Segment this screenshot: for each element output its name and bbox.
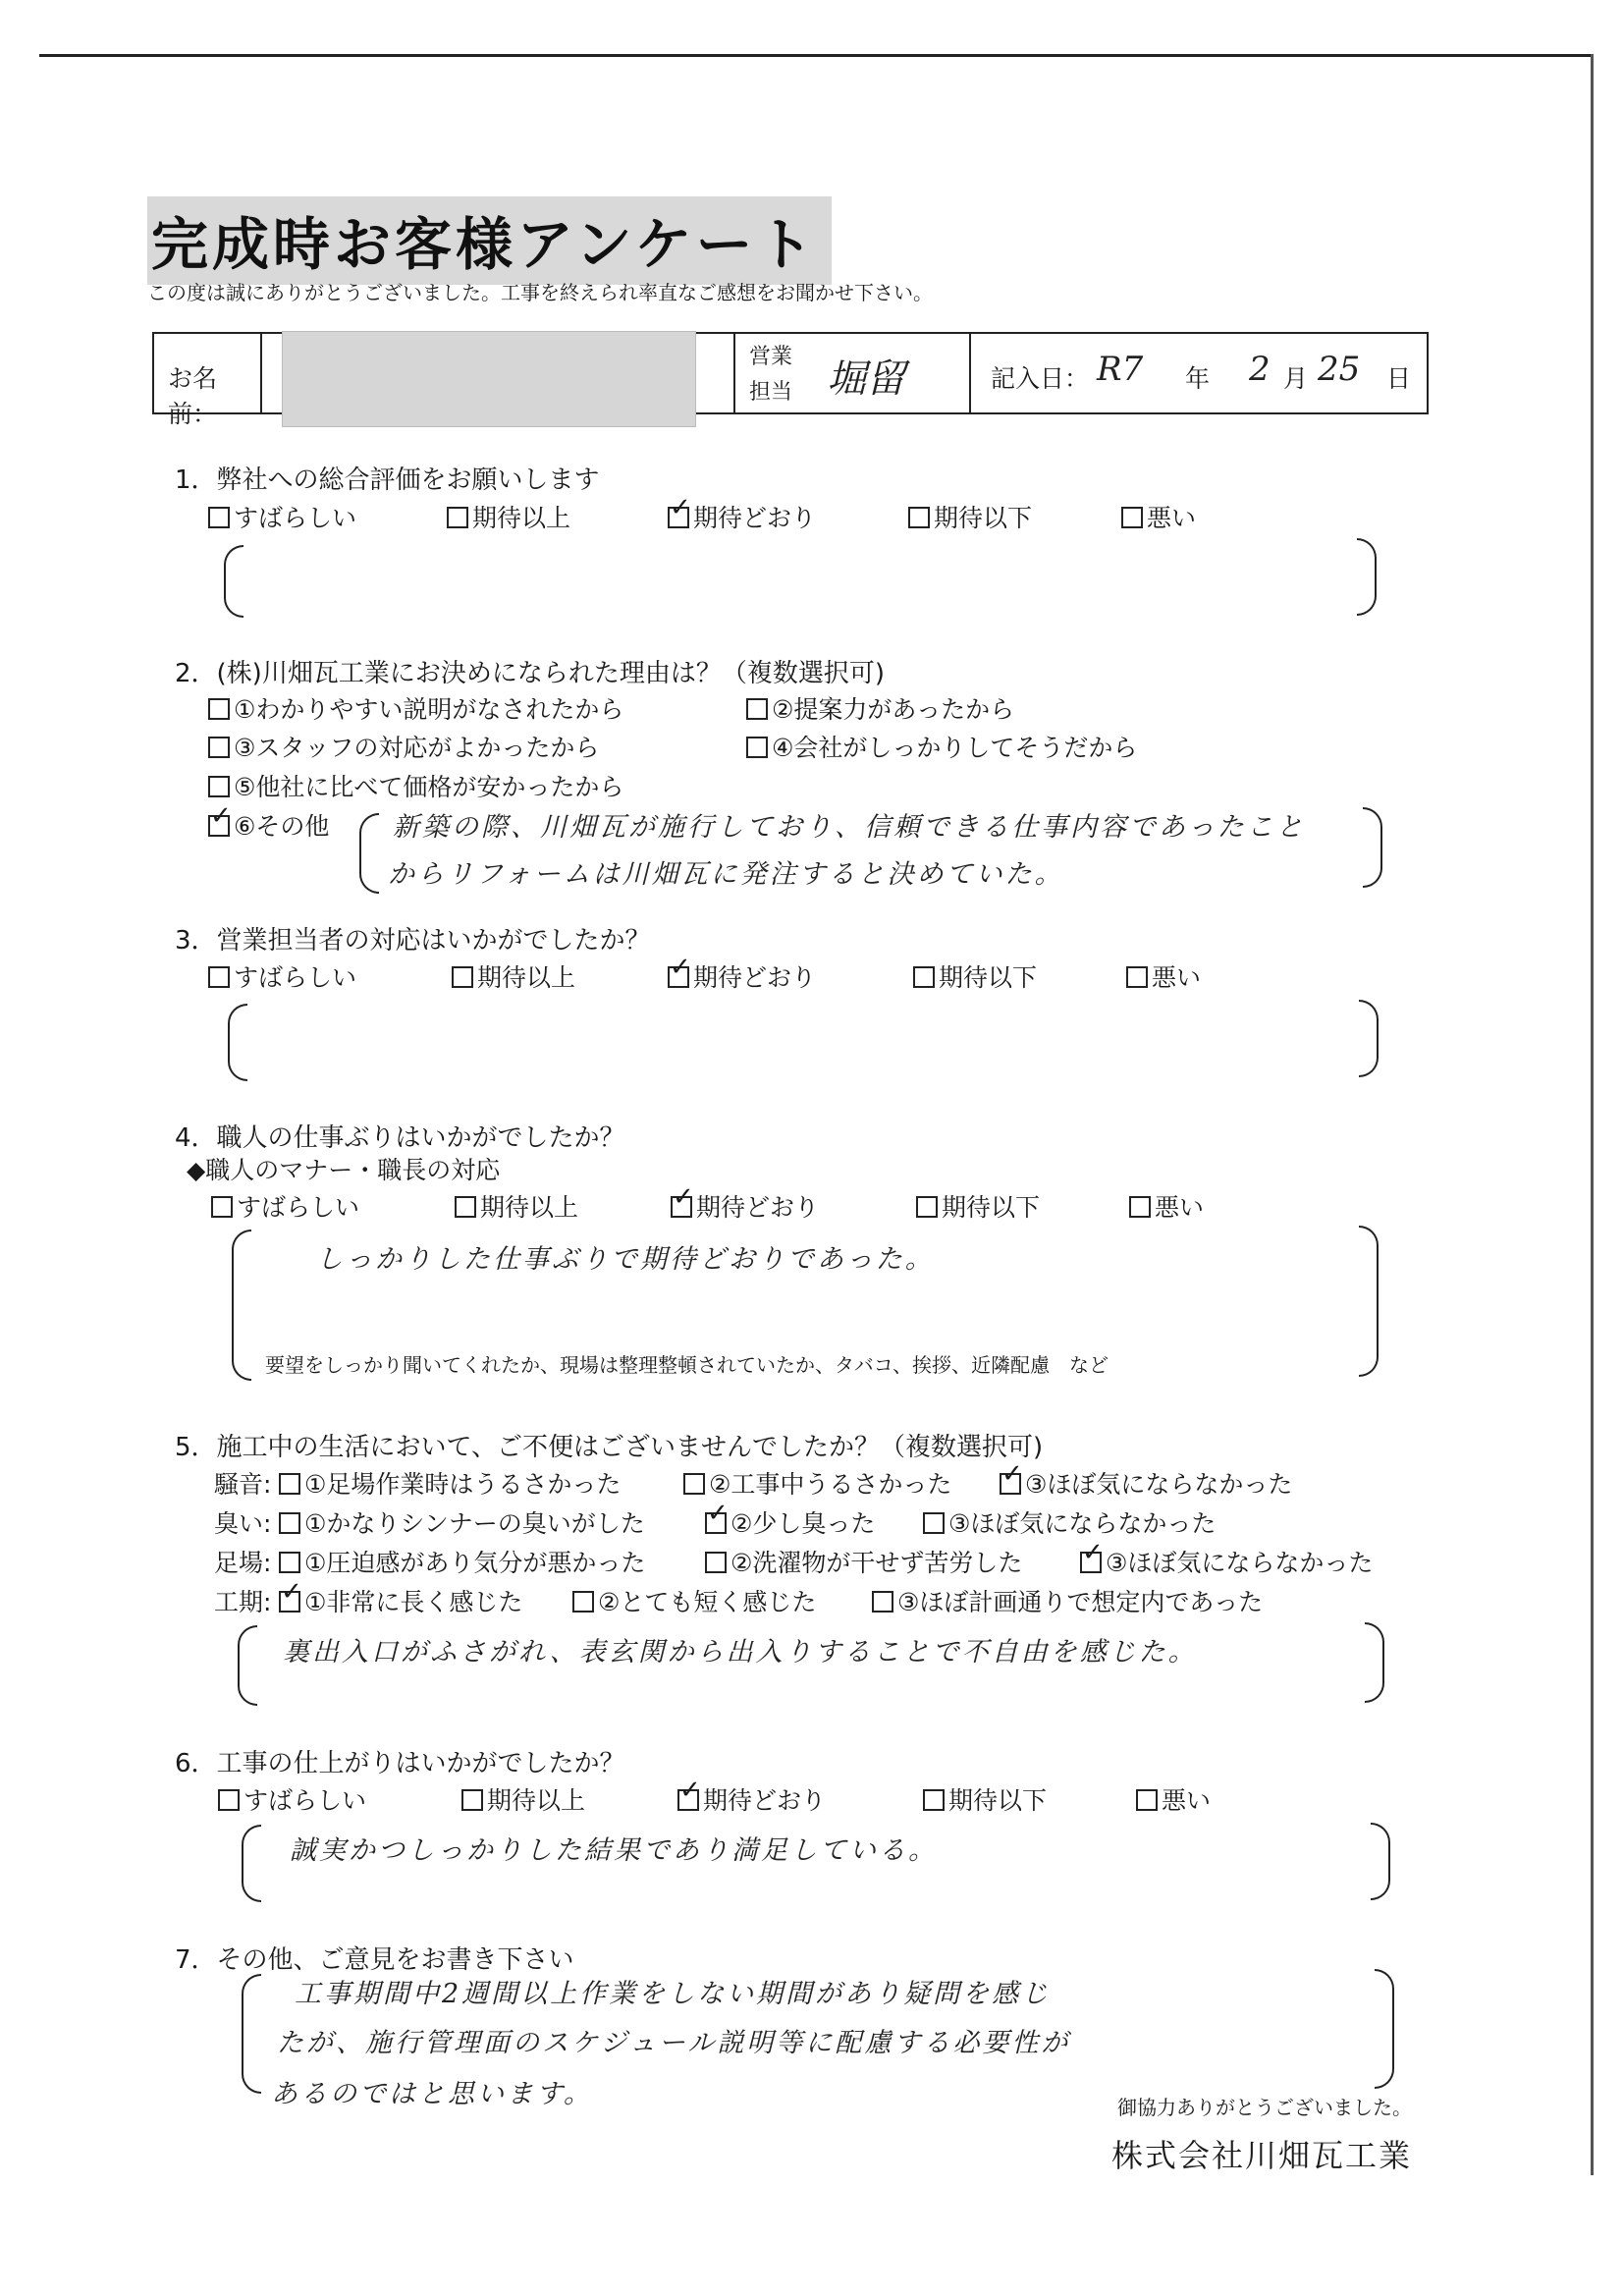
q2-title: 2．(株)川畑瓦工業にお決めになられた理由は？（複数選択可) [175, 659, 885, 688]
q2-option-2[interactable]: ②提案力があったから [746, 690, 1014, 726]
q4-option-2[interactable]: 期待以上 [455, 1188, 578, 1224]
sales-value: 堀留 [827, 356, 905, 402]
q6-checkbox-2[interactable] [461, 1789, 483, 1811]
q6-checkbox-3[interactable] [677, 1789, 699, 1811]
date-label: 記入日： [991, 364, 1090, 393]
q4-checkbox-4[interactable] [916, 1196, 938, 1218]
q1-option-5[interactable]: 悪い [1121, 499, 1196, 534]
q7-comment-line3: あるのではと思います。 [271, 2079, 593, 2109]
name-label-cell [154, 334, 262, 428]
q4-note: 要望をしっかり聞いてくれたか、現場は整理整頓されていたか、タバコ、挨拶、近隣配慮 など [265, 1353, 1109, 1377]
q6-option-5[interactable]: 悪い [1136, 1781, 1211, 1817]
q6-option-3[interactable]: ✓ 期待どおり [677, 1781, 826, 1817]
company-name: 株式会社川畑瓦工業 [1111, 2137, 1413, 2174]
q5-comment: 裏出入口がふさがれ、表玄関から出入りすることで不自由を感じた。 [283, 1637, 1198, 1667]
q2-option-1[interactable]: ①わかりやすい説明がなされたから [208, 690, 623, 726]
q6-checkbox-1[interactable] [218, 1789, 240, 1811]
q6-bracket-right [1371, 1823, 1390, 1900]
intro-text: この度は誠にありがとうございました。工事を終えられ率直なご感想をお聞かせ下さい。 [147, 281, 933, 304]
q7-bracket-left [242, 1974, 261, 2094]
q5-scaffold-checkbox-3[interactable] [1080, 1552, 1102, 1573]
q1-checkbox-2[interactable] [447, 507, 468, 528]
q2-checkbox-3[interactable] [208, 737, 230, 758]
q6-bracket-left [242, 1825, 261, 1902]
q5-noise-label: 騒音: [214, 1470, 272, 1499]
q2-comment-line2: からリフォームは川畑瓦に発注すると決めていた。 [388, 859, 1064, 890]
q6-checkbox-4[interactable] [923, 1789, 945, 1811]
q2-option-4[interactable]: ④会社がしっかりしてそうだから [746, 729, 1137, 764]
q5-noise-option-3[interactable]: ✓ ③ほぼ気にならなかった [1000, 1465, 1292, 1501]
q2-option-5[interactable]: ⑤他社に比べて価格が安かったから [208, 768, 623, 803]
q2-checkbox-6[interactable] [208, 815, 230, 837]
q3-checkbox-4[interactable] [913, 966, 935, 988]
q2-option-6[interactable]: ✓⑥その他 [208, 807, 329, 843]
q7-comment-line1: 工事期間中2週間以上作業をしない期間があり疑問を感じ [295, 1979, 1052, 2009]
q2-checkbox-4[interactable] [746, 737, 768, 758]
q6-checkbox-5[interactable] [1136, 1789, 1158, 1811]
q4-option-3[interactable]: ✓ 期待どおり [671, 1188, 819, 1224]
q5-smell-label: 臭い: [214, 1509, 272, 1538]
q3-option-4[interactable]: 期待以下 [913, 958, 1037, 994]
q5-scaffold-checkbox-1[interactable] [279, 1552, 300, 1573]
thanks-text: 御協力ありがとうございました。 [1117, 2096, 1412, 2119]
q5-smell-option-2[interactable]: ✓ ②少し臭った [705, 1504, 875, 1540]
sales-label-1: 営業 [749, 345, 793, 369]
q5-smell-option-1[interactable]: ①かなりシンナーの臭いがした [279, 1504, 645, 1540]
q5-noise-option-2[interactable]: ②工事中うるさかった [683, 1465, 951, 1501]
q6-comment: 誠実かつしっかりした結果であり満足している。 [290, 1835, 938, 1866]
q2-checkbox-1[interactable] [208, 698, 230, 720]
q5-period-option-2[interactable]: ②とても短く感じた [572, 1583, 816, 1618]
q1-checkbox-1[interactable] [208, 507, 230, 528]
q5-smell-checkbox-1[interactable] [279, 1512, 300, 1534]
date-year-label: 年 [1185, 364, 1211, 393]
q6-option-1[interactable]: すばらしい [218, 1781, 366, 1817]
q5-period-option-3[interactable]: ③ほぼ計画通りで想定内であった [872, 1583, 1263, 1618]
divider [733, 334, 735, 412]
q4-checkbox-1[interactable] [211, 1196, 233, 1218]
q7-title: 7．その他、ご意見をお書き下さい [175, 1945, 574, 1975]
q4-checkbox-3[interactable] [671, 1196, 692, 1218]
date-day: 25 [1318, 350, 1361, 389]
q4-checkbox-5[interactable] [1129, 1196, 1151, 1218]
date-day-label: 日 [1386, 364, 1412, 393]
q2-bracket-left [359, 813, 379, 894]
q5-scaffold-checkbox-2[interactable] [705, 1552, 727, 1573]
q1-title: 1．弊社への総合評価をお願いします [175, 465, 600, 495]
q5-smell-checkbox-2[interactable] [705, 1512, 727, 1534]
q4-bracket-right [1359, 1226, 1379, 1377]
sales-label-2: 担当 [749, 380, 793, 405]
q1-bracket-right [1357, 538, 1377, 616]
q3-bracket-right [1359, 1000, 1379, 1077]
q5-scaffold-option-2[interactable]: ②洗濯物が干せず苦労した [705, 1544, 1022, 1579]
q1-option-1[interactable]: すばらしい [208, 499, 356, 534]
q7-bracket-right [1375, 1969, 1394, 2089]
q3-checkbox-2[interactable] [452, 966, 473, 988]
q5-scaffold-option-3[interactable]: ✓ ③ほぼ気にならなかった [1080, 1544, 1373, 1579]
q5-noise-checkbox-3[interactable] [1000, 1473, 1021, 1495]
q5-period-checkbox-3[interactable] [872, 1591, 893, 1613]
date-year: R7 [1097, 350, 1144, 389]
q5-noise-checkbox-1[interactable] [279, 1473, 300, 1495]
q4-title: 4．職人の仕事ぶりはいかがでしたか？ [175, 1123, 625, 1153]
q5-bracket-right [1365, 1622, 1384, 1703]
date-month: 2 [1249, 350, 1271, 389]
q2-option-3[interactable]: ③スタッフの対応がよかったから [208, 729, 599, 764]
q6-option-2[interactable]: 期待以上 [461, 1781, 585, 1817]
q5-scaffold-option-1[interactable]: ①圧迫感があり気分が悪かった [279, 1544, 645, 1579]
name-label: お名前： [168, 364, 218, 428]
q2-comment-line1: 新築の際、川畑瓦が施行しており、信頼できる仕事内容であったこと [393, 812, 1306, 843]
page-edge [1591, 54, 1594, 2175]
q4-checkbox-2[interactable] [455, 1196, 476, 1218]
q3-option-1[interactable]: すばらしい [208, 958, 356, 994]
q2-checkbox-2[interactable] [746, 698, 768, 720]
q1-checkbox-5[interactable] [1121, 507, 1143, 528]
q5-period-checkbox-2[interactable] [572, 1591, 594, 1613]
q3-checkbox-1[interactable] [208, 966, 230, 988]
q3-checkbox-3[interactable] [668, 966, 689, 988]
q4-option-4[interactable]: 期待以下 [916, 1188, 1040, 1224]
q3-option-5[interactable]: 悪い [1126, 958, 1201, 994]
q5-period-option-1[interactable]: ✓ ①非常に長く感じた [279, 1583, 522, 1618]
q5-scaffold-label: 足場: [214, 1549, 272, 1577]
header-table [152, 332, 1429, 428]
q5-smell-option-3[interactable]: ③ほぼ気にならなかった [923, 1504, 1216, 1540]
q5-period-checkbox-1[interactable] [279, 1591, 300, 1613]
q2-bracket-right [1363, 807, 1382, 888]
q3-option-2[interactable]: 期待以上 [452, 958, 575, 994]
date-month-label: 月 [1283, 364, 1309, 393]
q5-bracket-left [238, 1625, 257, 1706]
q6-option-4[interactable]: 期待以下 [923, 1781, 1047, 1817]
q2-checkbox-5[interactable] [208, 776, 230, 797]
q5-title: 5．施工中の生活において、ご不便はございませんでしたか？（複数選択可) [175, 1433, 1044, 1462]
q1-option-4[interactable]: 期待以下 [908, 499, 1032, 534]
q5-period-label: 工期: [214, 1588, 272, 1616]
q4-bracket-left [232, 1230, 251, 1381]
q5-noise-checkbox-2[interactable] [683, 1473, 705, 1495]
q3-bracket-left [228, 1004, 247, 1081]
q3-checkbox-5[interactable] [1126, 966, 1148, 988]
divider [969, 334, 971, 412]
page-title: 完成時お客様アンケート [147, 196, 832, 285]
q4-option-5[interactable]: 悪い [1129, 1188, 1204, 1224]
q4-subtitle: ◆職人のマナー・職長の対応 [187, 1156, 501, 1184]
q1-bracket-left [224, 545, 243, 618]
q5-smell-checkbox-3[interactable] [923, 1512, 945, 1534]
top-rule [39, 54, 1591, 57]
q5-noise-option-1[interactable]: ①足場作業時はうるさかった [279, 1465, 621, 1501]
q3-title: 3．営業担当者の対応はいかがでしたか？ [175, 926, 651, 956]
q1-option-2[interactable]: 期待以上 [447, 499, 570, 534]
q4-option-1[interactable]: すばらしい [211, 1188, 359, 1224]
q7-comment-line2: たが、施行管理面のスケジュール説明等に配慮する必要性が [277, 2028, 1071, 2058]
q1-option-3[interactable]: ✓ 期待どおり [668, 499, 816, 534]
q3-option-3[interactable]: ✓ 期待どおり [668, 958, 816, 994]
q6-title: 6．工事の仕上がりはいかがでしたか？ [175, 1749, 625, 1778]
q4-comment: しっかりした仕事ぶりで期待どおりであった。 [316, 1244, 935, 1275]
q1-checkbox-4[interactable] [908, 507, 930, 528]
name-redacted [282, 331, 696, 427]
q1-checkbox-3[interactable] [668, 507, 689, 528]
